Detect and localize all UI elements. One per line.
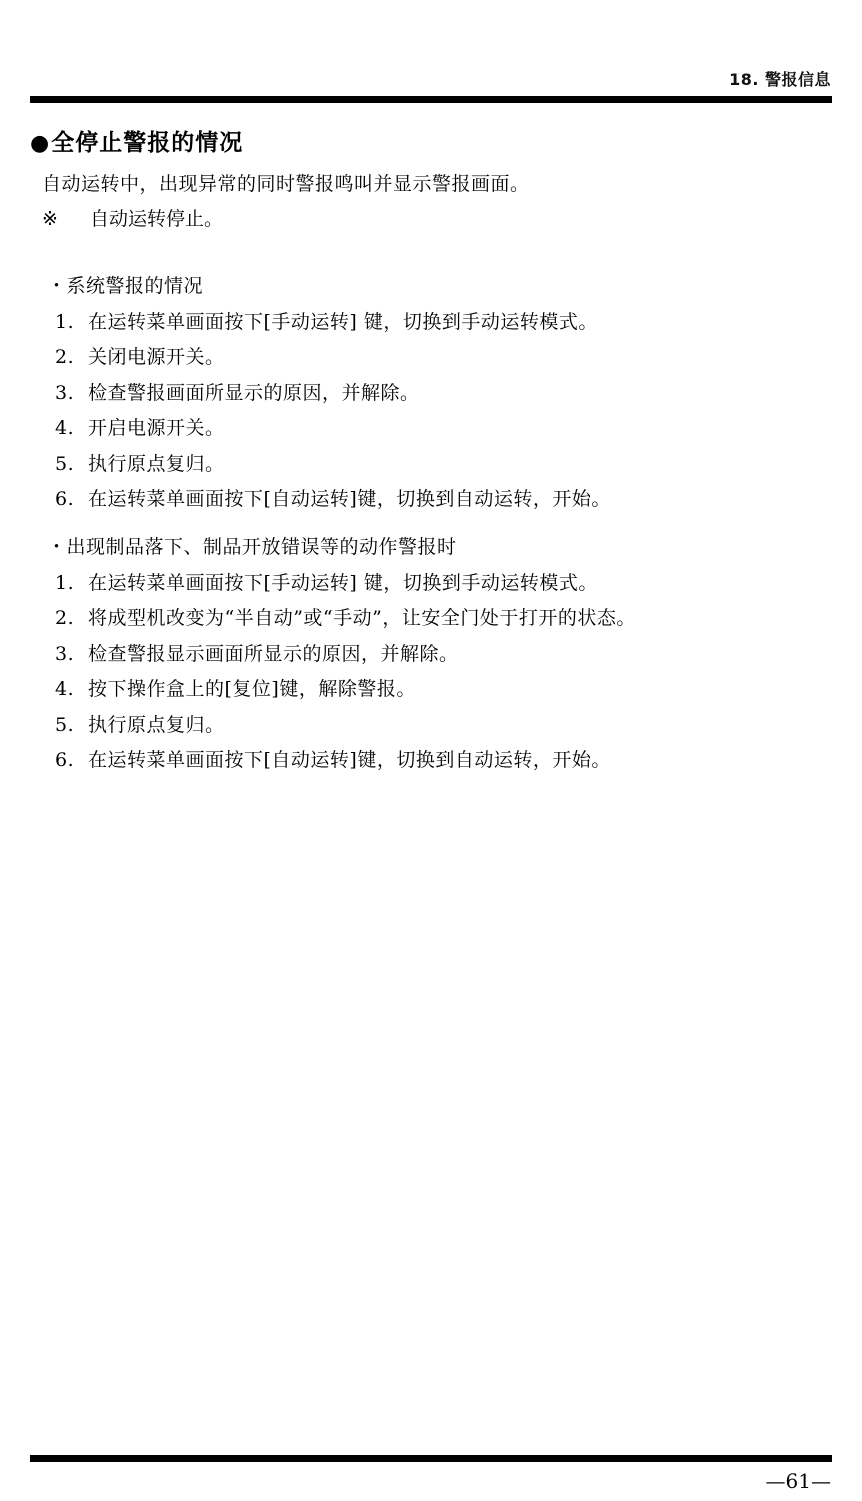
item-number: 3.	[55, 381, 75, 404]
item-number: 2.	[55, 607, 75, 629]
item-number: 6.	[55, 488, 75, 510]
footer-rule	[30, 1455, 832, 1462]
section-system-alarm	[30, 274, 832, 512]
page-title	[30, 128, 832, 158]
list-item	[55, 606, 832, 631]
intro-paragraph: 自动运转中，出现异常的同时警报鸣叫并显示警报画面。	[42, 173, 530, 195]
list-item	[55, 571, 832, 596]
section-action-alarm	[30, 535, 832, 773]
item-text: 在运转菜单画面按下[手动运转] 键，切换到手动运转模式。	[88, 571, 598, 594]
item-text: 关闭电源开关。	[88, 346, 225, 368]
list-item	[55, 642, 832, 667]
list-item	[55, 748, 832, 773]
item-number: 4.	[55, 417, 75, 439]
section-title: ・出现制品落下、制品开放错误等的动作警报时	[47, 536, 457, 558]
header-rule	[30, 96, 832, 103]
item-text: 在运转菜单画面按下[自动运转]键，切换到自动运转，开始。	[88, 749, 611, 771]
item-text: 检查警报画面所显示的原因，并解除。	[88, 381, 420, 404]
list-item	[55, 416, 832, 441]
item-number: 2.	[55, 346, 75, 368]
item-number: 4.	[55, 678, 75, 700]
item-number: 1.	[55, 571, 75, 594]
section-title: ・系统警报的情况	[47, 275, 204, 297]
list-item	[55, 345, 832, 370]
list-item	[55, 487, 832, 512]
running-header-chapter: 18. 警报信息	[729, 70, 831, 89]
item-text: 检查警报显示画面所显示的原因，并解除。	[88, 642, 459, 665]
list-item	[55, 381, 832, 406]
list-item	[55, 713, 832, 738]
item-number: 3.	[55, 642, 75, 665]
page-title-text: 全停止警报的情况	[51, 129, 244, 156]
item-text: 在运转菜单画面按下[自动运转]键，切换到自动运转，开始。	[88, 488, 611, 510]
item-number: 1.	[55, 310, 75, 333]
note-line	[42, 207, 832, 232]
page-number: —61—	[765, 1469, 831, 1493]
list-item	[55, 677, 832, 702]
list-item	[55, 310, 832, 335]
title-bullet-icon: ●	[30, 130, 51, 156]
note-marker: ※	[42, 208, 58, 230]
page-content	[30, 128, 832, 773]
list-item	[55, 452, 832, 477]
item-number: 6.	[55, 749, 75, 771]
item-text: 执行原点复归。	[88, 452, 225, 475]
item-text: 将成型机改变为“半自动”或“手动”，让安全门处于打开的状态。	[88, 607, 636, 629]
item-number: 5.	[55, 452, 75, 475]
item-text: 在运转菜单画面按下[手动运转] 键，切换到手动运转模式。	[88, 310, 598, 333]
item-text: 执行原点复归。	[88, 713, 225, 736]
item-number: 5.	[55, 713, 75, 736]
note-text: 自动运转停止。	[90, 208, 224, 230]
item-text: 按下操作盒上的[复位]键，解除警报。	[88, 678, 416, 700]
item-text: 开启电源开关。	[88, 417, 225, 439]
